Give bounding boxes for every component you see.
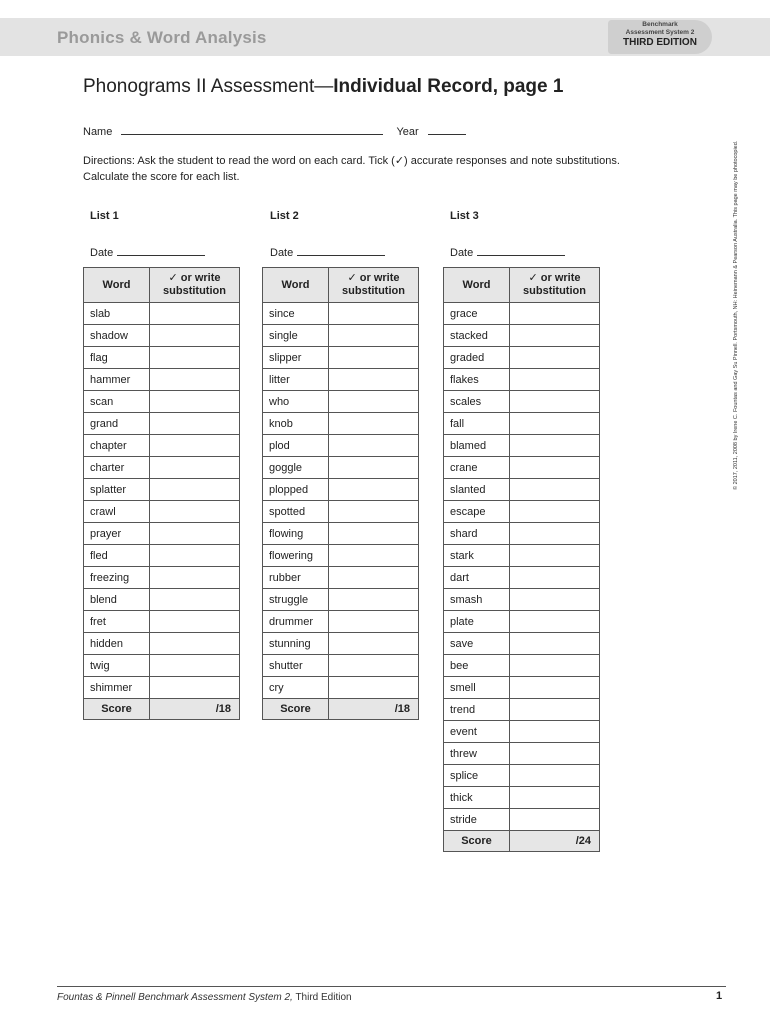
response-cell[interactable]: [510, 611, 600, 633]
response-cell[interactable]: [150, 369, 240, 391]
word-cell: shadow: [84, 325, 150, 347]
response-cell[interactable]: [510, 721, 600, 743]
year-label: Year: [396, 126, 419, 138]
response-cell[interactable]: [329, 347, 419, 369]
word-cell: scales: [444, 391, 510, 413]
table-row: [84, 523, 240, 545]
table-row: [263, 567, 419, 589]
table-row: [444, 479, 600, 501]
table-row: [444, 787, 600, 809]
response-cell[interactable]: [510, 347, 600, 369]
word-cell: freezing: [84, 567, 150, 589]
response-cell[interactable]: [329, 611, 419, 633]
table-row: [263, 545, 419, 567]
word-cell: drummer: [263, 611, 329, 633]
table-row: [84, 303, 240, 325]
footer-divider: [57, 986, 726, 987]
word-cell: plopped: [263, 479, 329, 501]
response-cell[interactable]: [150, 545, 240, 567]
word-cell: slab: [84, 303, 150, 325]
word-cell: plate: [444, 611, 510, 633]
response-cell[interactable]: [510, 369, 600, 391]
section-title: Phonics & Word Analysis: [57, 28, 267, 47]
score-row: [263, 699, 419, 720]
response-cell[interactable]: [150, 677, 240, 699]
title-bold: Individual Record, page 1: [333, 76, 564, 97]
response-cell[interactable]: [329, 523, 419, 545]
table-row: [444, 457, 600, 479]
response-cell[interactable]: [510, 677, 600, 699]
response-cell[interactable]: [510, 699, 600, 721]
word-cell: struggle: [263, 589, 329, 611]
table-row: [263, 611, 419, 633]
word-cell: who: [263, 391, 329, 413]
word-header: Word: [84, 268, 150, 303]
table-row: [444, 523, 600, 545]
response-cell[interactable]: [510, 655, 600, 677]
table-row: [444, 325, 600, 347]
word-cell: knob: [263, 413, 329, 435]
word-cell: scan: [84, 391, 150, 413]
substitution-header: ✓ or write substitution: [329, 268, 419, 303]
table-row: [84, 413, 240, 435]
word-cell: grand: [84, 413, 150, 435]
table-row: [263, 677, 419, 699]
list-1-date: [90, 245, 205, 259]
table-row: [263, 303, 419, 325]
word-cell: slipper: [263, 347, 329, 369]
table-row: [84, 325, 240, 347]
table-row: [84, 633, 240, 655]
list-1-heading: List 1: [90, 210, 119, 222]
table-row: [444, 677, 600, 699]
word-cell: graded: [444, 347, 510, 369]
response-cell[interactable]: [510, 501, 600, 523]
response-cell[interactable]: [510, 479, 600, 501]
response-cell[interactable]: [510, 457, 600, 479]
word-cell: fled: [84, 545, 150, 567]
word-cell: splatter: [84, 479, 150, 501]
word-cell: shimmer: [84, 677, 150, 699]
directions-line-1: Directions: Ask the student to read the word on each card. Tick (✓) accurate responses and note substitutions.: [83, 155, 620, 167]
word-cell: crane: [444, 457, 510, 479]
word-header: Word: [263, 268, 329, 303]
word-cell: rubber: [263, 567, 329, 589]
word-cell: fret: [84, 611, 150, 633]
response-cell[interactable]: [510, 435, 600, 457]
table-row: [84, 457, 240, 479]
response-cell[interactable]: [150, 611, 240, 633]
word-cell: grace: [444, 303, 510, 325]
copyright-notice: © 2017, 2011, 2008 by Irene C. Fountas and Gay Su Pinnell. Portsmouth, NH: Heinemann & Pearson Australia. This page may be photocopied.: [733, 140, 739, 490]
page-number: 1: [716, 990, 723, 1002]
word-cell: chapter: [84, 435, 150, 457]
response-cell[interactable]: [329, 589, 419, 611]
section-banner: [0, 18, 770, 56]
response-cell[interactable]: [510, 743, 600, 765]
table-row: [263, 655, 419, 677]
table-row: [444, 391, 600, 413]
response-cell[interactable]: [329, 655, 419, 677]
score-value[interactable]: /18: [150, 699, 240, 720]
table-row: [263, 523, 419, 545]
table-row: [444, 369, 600, 391]
table-row: [84, 655, 240, 677]
table-row: [263, 347, 419, 369]
response-cell[interactable]: [329, 391, 419, 413]
word-cell: crawl: [84, 501, 150, 523]
name-year-row: [83, 124, 466, 138]
word-cell: stark: [444, 545, 510, 567]
substitution-header: ✓ or write substitution: [510, 268, 600, 303]
badge-line-2: Assessment System 2: [625, 29, 695, 36]
table-row: [444, 809, 600, 831]
table-row: [444, 435, 600, 457]
response-cell[interactable]: [150, 501, 240, 523]
word-cell: dart: [444, 567, 510, 589]
table-row: [263, 325, 419, 347]
word-cell: litter: [263, 369, 329, 391]
badge-line-3: THIRD EDITION: [623, 37, 697, 48]
table-row: [444, 303, 600, 325]
response-cell[interactable]: [329, 457, 419, 479]
date-label: Date: [90, 247, 114, 259]
name-label: Name: [83, 126, 113, 138]
score-label: Score: [444, 831, 510, 852]
score-row: [444, 831, 600, 852]
table-row: [84, 391, 240, 413]
list-1-table: [83, 267, 240, 720]
response-cell[interactable]: [510, 589, 600, 611]
footer-citation: Fountas & Pinnell Benchmark Assessment System 2, Third Edition: [57, 992, 352, 1003]
response-cell[interactable]: [510, 567, 600, 589]
word-cell: blend: [84, 589, 150, 611]
name-field[interactable]: [121, 124, 383, 135]
table-row: [444, 633, 600, 655]
response-cell[interactable]: [150, 325, 240, 347]
word-cell: flakes: [444, 369, 510, 391]
table-row: [444, 501, 600, 523]
table-row: [84, 677, 240, 699]
word-cell: plod: [263, 435, 329, 457]
table-row: [263, 633, 419, 655]
word-cell: blamed: [444, 435, 510, 457]
list-2-date: [270, 245, 385, 259]
word-cell: stride: [444, 809, 510, 831]
date-label: Date: [270, 247, 294, 259]
response-cell[interactable]: [150, 413, 240, 435]
table-row: [263, 435, 419, 457]
word-cell: splice: [444, 765, 510, 787]
response-cell[interactable]: [510, 413, 600, 435]
score-value[interactable]: /24: [510, 831, 600, 852]
table-row: [84, 545, 240, 567]
word-cell: flowing: [263, 523, 329, 545]
word-cell: flag: [84, 347, 150, 369]
list-3-table: [443, 267, 600, 852]
word-cell: smell: [444, 677, 510, 699]
word-cell: since: [263, 303, 329, 325]
edition-badge: [608, 20, 712, 54]
table-row: [444, 721, 600, 743]
word-cell: bee: [444, 655, 510, 677]
table-row: [263, 369, 419, 391]
table-row: [444, 699, 600, 721]
word-cell: twig: [84, 655, 150, 677]
response-cell[interactable]: [510, 545, 600, 567]
word-cell: hidden: [84, 633, 150, 655]
table-row: [263, 501, 419, 523]
response-cell[interactable]: [150, 567, 240, 589]
score-label: Score: [263, 699, 329, 720]
response-cell[interactable]: [510, 391, 600, 413]
date-field[interactable]: [477, 245, 565, 256]
word-cell: stacked: [444, 325, 510, 347]
response-cell[interactable]: [150, 435, 240, 457]
response-cell[interactable]: [510, 765, 600, 787]
response-cell[interactable]: [329, 325, 419, 347]
score-row: [84, 699, 240, 720]
table-row: [84, 479, 240, 501]
table-row: [444, 611, 600, 633]
response-cell[interactable]: [329, 567, 419, 589]
date-label: Date: [450, 247, 474, 259]
list-3-heading: List 3: [450, 210, 479, 222]
response-cell[interactable]: [150, 347, 240, 369]
score-label: Score: [84, 699, 150, 720]
table-row: [444, 655, 600, 677]
table-row: [84, 567, 240, 589]
word-cell: smash: [444, 589, 510, 611]
substitution-header: ✓ or write substitution: [150, 268, 240, 303]
response-cell[interactable]: [329, 479, 419, 501]
table-row: [84, 435, 240, 457]
word-cell: cry: [263, 677, 329, 699]
word-cell: threw: [444, 743, 510, 765]
table-row: [444, 743, 600, 765]
table-row: [263, 457, 419, 479]
table-row: [84, 501, 240, 523]
word-cell: trend: [444, 699, 510, 721]
response-cell[interactable]: [150, 457, 240, 479]
response-cell[interactable]: [150, 303, 240, 325]
word-cell: stunning: [263, 633, 329, 655]
word-header: Word: [444, 268, 510, 303]
response-cell[interactable]: [150, 391, 240, 413]
response-cell[interactable]: [150, 655, 240, 677]
table-row: [263, 413, 419, 435]
response-cell[interactable]: [510, 787, 600, 809]
response-cell[interactable]: [150, 633, 240, 655]
response-cell[interactable]: [329, 369, 419, 391]
response-cell[interactable]: [150, 479, 240, 501]
date-field[interactable]: [297, 245, 385, 256]
response-cell[interactable]: [510, 523, 600, 545]
response-cell[interactable]: [510, 809, 600, 831]
directions: [83, 153, 643, 185]
response-cell[interactable]: [150, 589, 240, 611]
list-2-heading: List 2: [270, 210, 299, 222]
list-3-date: [450, 245, 565, 259]
response-cell[interactable]: [329, 677, 419, 699]
response-cell[interactable]: [510, 303, 600, 325]
word-cell: slanted: [444, 479, 510, 501]
table-row: [444, 347, 600, 369]
word-cell: prayer: [84, 523, 150, 545]
table-row: [263, 589, 419, 611]
word-cell: goggle: [263, 457, 329, 479]
response-cell[interactable]: [329, 303, 419, 325]
table-row: [444, 589, 600, 611]
title-regular: Phonograms II Assessment—: [83, 76, 334, 97]
word-cell: shutter: [263, 655, 329, 677]
word-cell: spotted: [263, 501, 329, 523]
word-cell: event: [444, 721, 510, 743]
page-title: [83, 76, 563, 98]
table-row: [84, 589, 240, 611]
word-cell: hammer: [84, 369, 150, 391]
table-row: [263, 391, 419, 413]
table-row: [84, 369, 240, 391]
response-cell[interactable]: [329, 413, 419, 435]
word-cell: escape: [444, 501, 510, 523]
word-cell: shard: [444, 523, 510, 545]
table-row: [444, 413, 600, 435]
response-cell[interactable]: [329, 501, 419, 523]
word-cell: flowering: [263, 545, 329, 567]
word-cell: single: [263, 325, 329, 347]
table-row: [84, 347, 240, 369]
word-cell: fall: [444, 413, 510, 435]
table-row: [84, 611, 240, 633]
word-cell: save: [444, 633, 510, 655]
year-field[interactable]: [428, 124, 466, 135]
word-cell: charter: [84, 457, 150, 479]
response-cell[interactable]: [510, 633, 600, 655]
table-row: [444, 545, 600, 567]
table-row: [444, 765, 600, 787]
table-row: [263, 479, 419, 501]
response-cell[interactable]: [150, 523, 240, 545]
table-row: [444, 567, 600, 589]
score-value[interactable]: /18: [329, 699, 419, 720]
response-cell[interactable]: [329, 435, 419, 457]
response-cell[interactable]: [329, 545, 419, 567]
response-cell[interactable]: [329, 633, 419, 655]
directions-line-2: Calculate the score for each list.: [83, 171, 240, 183]
response-cell[interactable]: [510, 325, 600, 347]
list-2-table: [262, 267, 419, 720]
badge-line-1: Benchmark: [642, 21, 678, 28]
date-field[interactable]: [117, 245, 205, 256]
word-cell: thick: [444, 787, 510, 809]
